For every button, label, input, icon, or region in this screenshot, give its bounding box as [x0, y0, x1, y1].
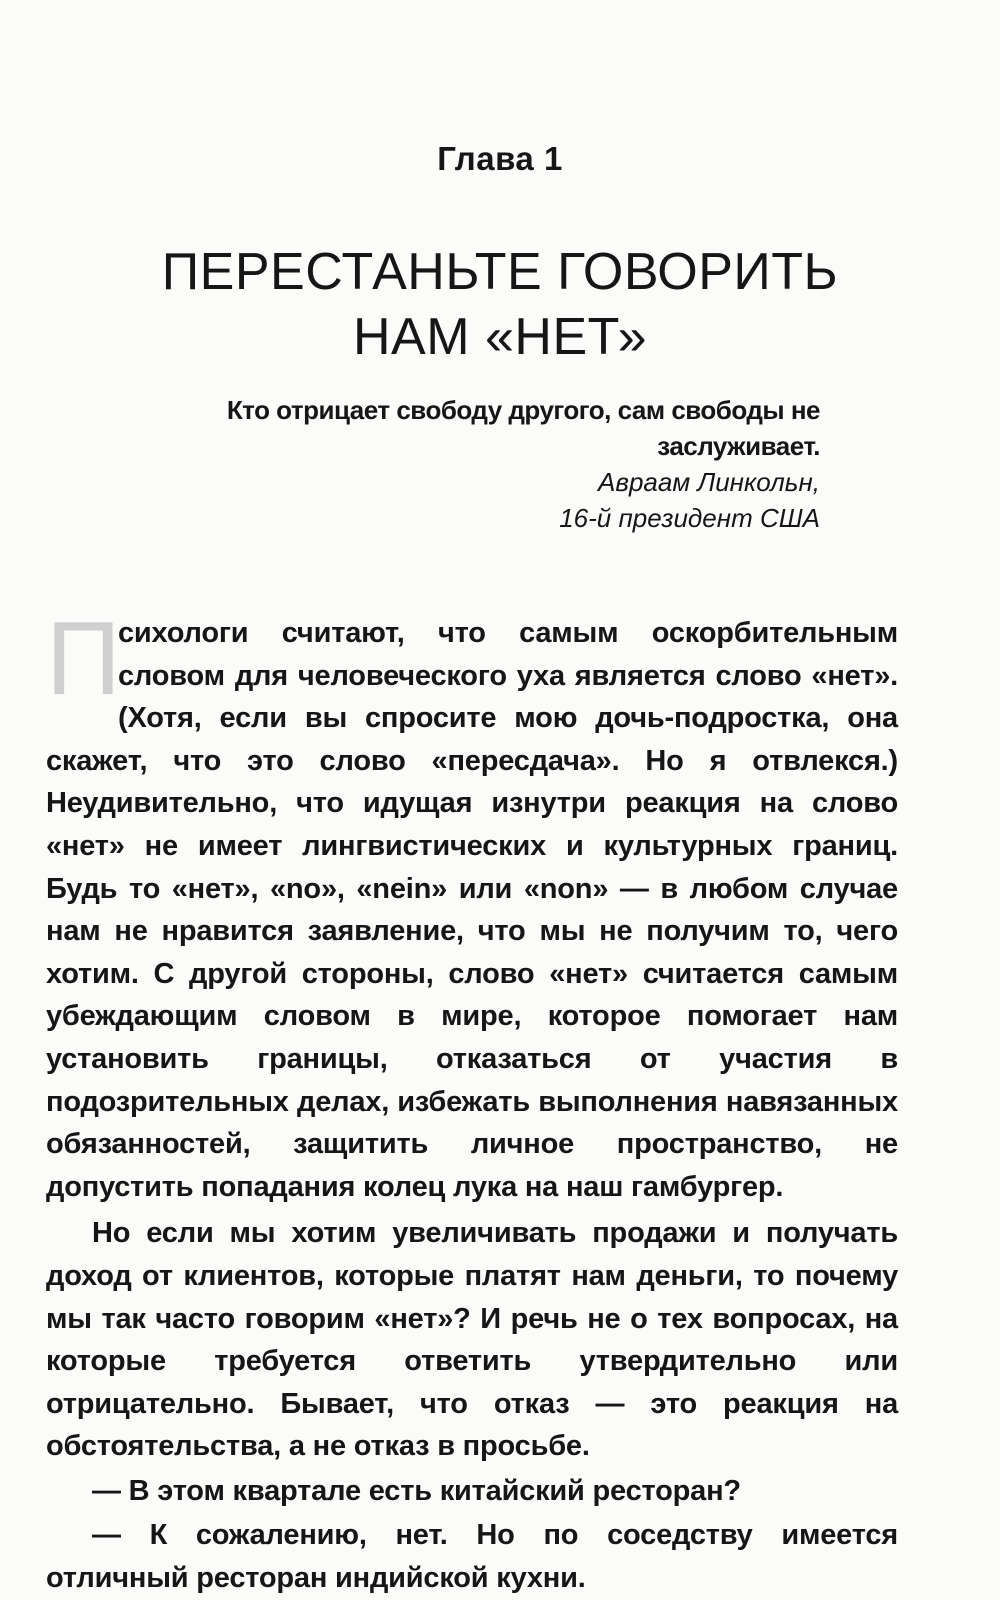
paragraph-text: сихологи считают, что самым оскорбительным словом для человеческого уха является слово «нет». (Хотя, если вы спросите мою дочь-подростка, она скажет, что это слово «пересдача». Но я отвлекся.) Неудивительно, что идущая изнутри реакция на слово «нет» не имеет лингвистических и культурных границ. Будь то «нет», «no», «nein» или «non» — в любом случае нам не нравится заявление, что мы не получим то, чего хотим. С другой стороны, слово «нет» считается самым убеждающим словом в мире, которое помогает нам установить границы, отказаться от участия в подозрительных делах, избежать выполнения навязанных обязанностей, защитить личное пространство, не допустить попадания колец лука на наш гамбургер. — [46, 617, 898, 1203]
chapter-title-line-2: НАМ «НЕТ» — [352, 308, 648, 366]
epigraph-author-role: 16-й президент США — [559, 503, 820, 533]
epigraph — [100, 392, 820, 536]
dialog-line: — В этом квартале есть китайский ресторан? — [92, 1474, 741, 1507]
epigraph-quote: Кто отрицает свободу другого, сам свободы не заслуживает. — [226, 395, 820, 461]
dialog-line: — К сожалению, нет. Но по соседству имеется отличный ресторан индийской кухни. — [46, 1519, 898, 1595]
paragraph — [46, 601, 898, 1208]
chapter-title-line-1: ПЕРЕСТАНЬТЕ ГОВОРИТЬ — [161, 243, 839, 301]
drop-cap: П — [46, 601, 121, 717]
body-text — [46, 601, 898, 1600]
chapter-title — [0, 240, 1000, 370]
chapter-label: Глава 1 — [437, 140, 563, 177]
epigraph-author: Авраам Линкольн, — [598, 467, 820, 497]
paragraph: Но если мы хотим увеличивать продажи и получать доход от клиентов, которые платят нам деньги, то почему мы так часто говорим «нет»? И речь не о тех вопросах, на которые требуется ответить утвердительно или отрицательно. Бывает, что отказ — это реакция на обстоятельства, а не отказ в просьбе. — [46, 1217, 898, 1463]
